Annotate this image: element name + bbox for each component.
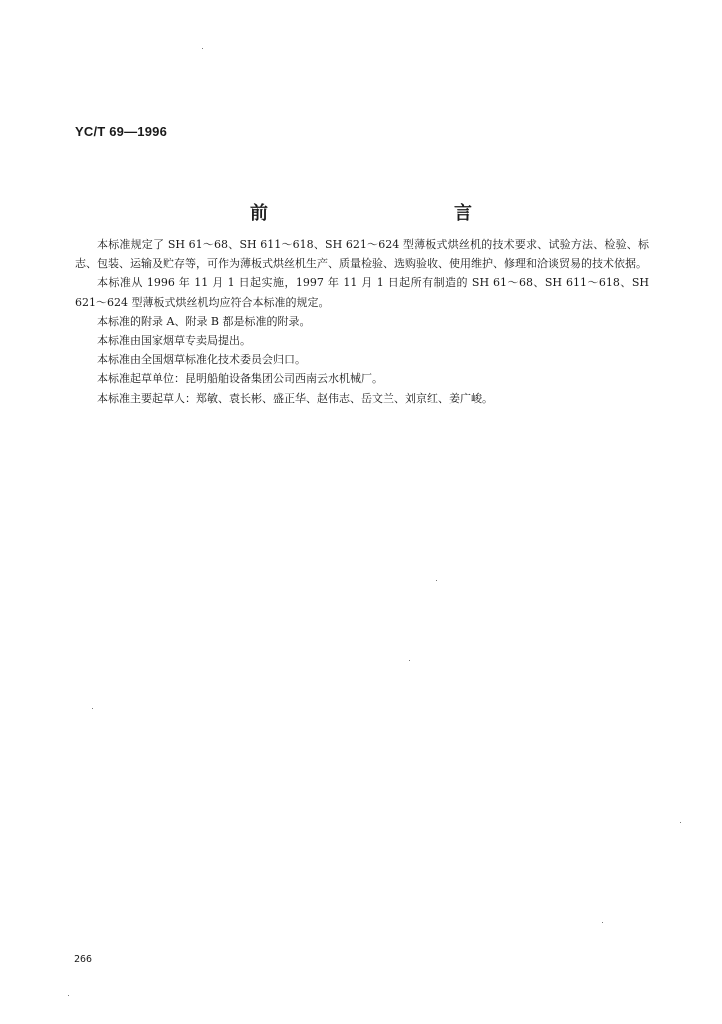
- paragraph-drafting-unit: 本标准起草单位：昆明船舶设备集团公司西南云水机械厂。: [97, 372, 383, 386]
- paragraph-centralized-by: 本标准由全国烟草标准化技术委员会归口。: [97, 353, 306, 367]
- scan-speck: [602, 922, 603, 923]
- scan-speck: [68, 995, 69, 996]
- standard-code: YC/T 69—1996: [75, 124, 168, 139]
- scan-speck: [436, 580, 437, 581]
- scan-speck: [409, 660, 410, 661]
- paragraph-scope: 本标准规定了 SH 61～68、SH 611～618、SH 621～624 型薄板式烘丝机的技术要求、试验方法、检验、标志、包装、运输及贮存等，可作为薄板式烘丝机生产、质量检验、选购验收、使用维护、修理和洽谈贸易的技术依据。: [75, 238, 649, 271]
- scan-speck: [680, 822, 681, 823]
- page-number: 266: [74, 954, 93, 965]
- scan-speck: [202, 48, 203, 49]
- page-title: 前 言: [250, 203, 522, 224]
- paragraph-drafters: 本标准主要起草人：郑敏、袁长彬、盛正华、赵伟志、岳文兰、刘京红、姜广峻。: [97, 391, 493, 405]
- paragraph-effective-date: 本标准从 1996 年 11 月 1 日起实施，1997 年 11 月 1 日起所有制造的 SH 61～68、SH 611～618、SH 621～624 型薄板式烘丝机均应符合本标准的规定。: [75, 276, 649, 309]
- paragraph-appendices: 本标准的附录 A、附录 B 都是标准的附录。: [97, 314, 311, 328]
- paragraph-proposed-by: 本标准由国家烟草专卖局提出。: [97, 334, 251, 348]
- scan-speck: [92, 708, 93, 709]
- foreword-body: [75, 235, 649, 408]
